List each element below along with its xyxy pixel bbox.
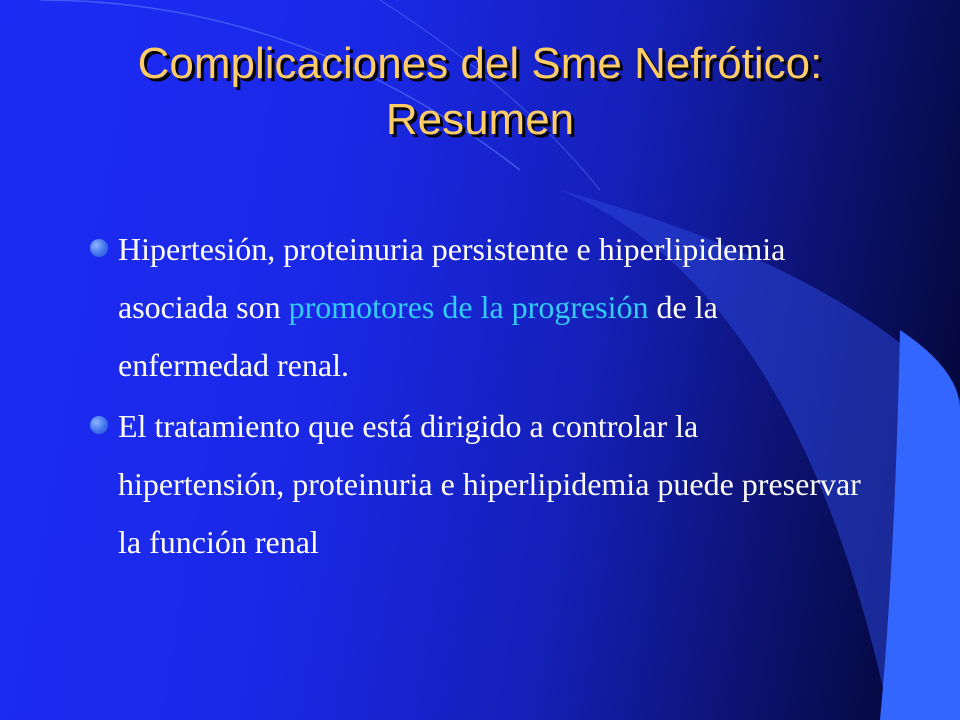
- bullet-dot-icon: [90, 416, 108, 434]
- bullet-dot-icon: [90, 239, 108, 257]
- slide-title: [0, 36, 960, 148]
- bullet-1-text: Hipertesión, proteinuria persistente e hiperlipidemia asociada son: [118, 231, 786, 325]
- title-line-1: Complicaciones del Sme Nefrótico:: [137, 39, 823, 88]
- title-line-2: Resumen: [385, 95, 575, 144]
- bullet-1-text-end: de la enfermedad renal.: [118, 289, 718, 383]
- bullet-item-2: [90, 397, 870, 571]
- bullet-1-highlight: promotores de la progresión: [288, 289, 649, 325]
- bullet-2-text: El tratamiento que está dirigido a controlar la hipertensión, proteinuria e hiperlipidemia puede preservar la función renal: [118, 408, 861, 560]
- bullet-list: [90, 220, 870, 574]
- bullet-item-1: [90, 220, 870, 394]
